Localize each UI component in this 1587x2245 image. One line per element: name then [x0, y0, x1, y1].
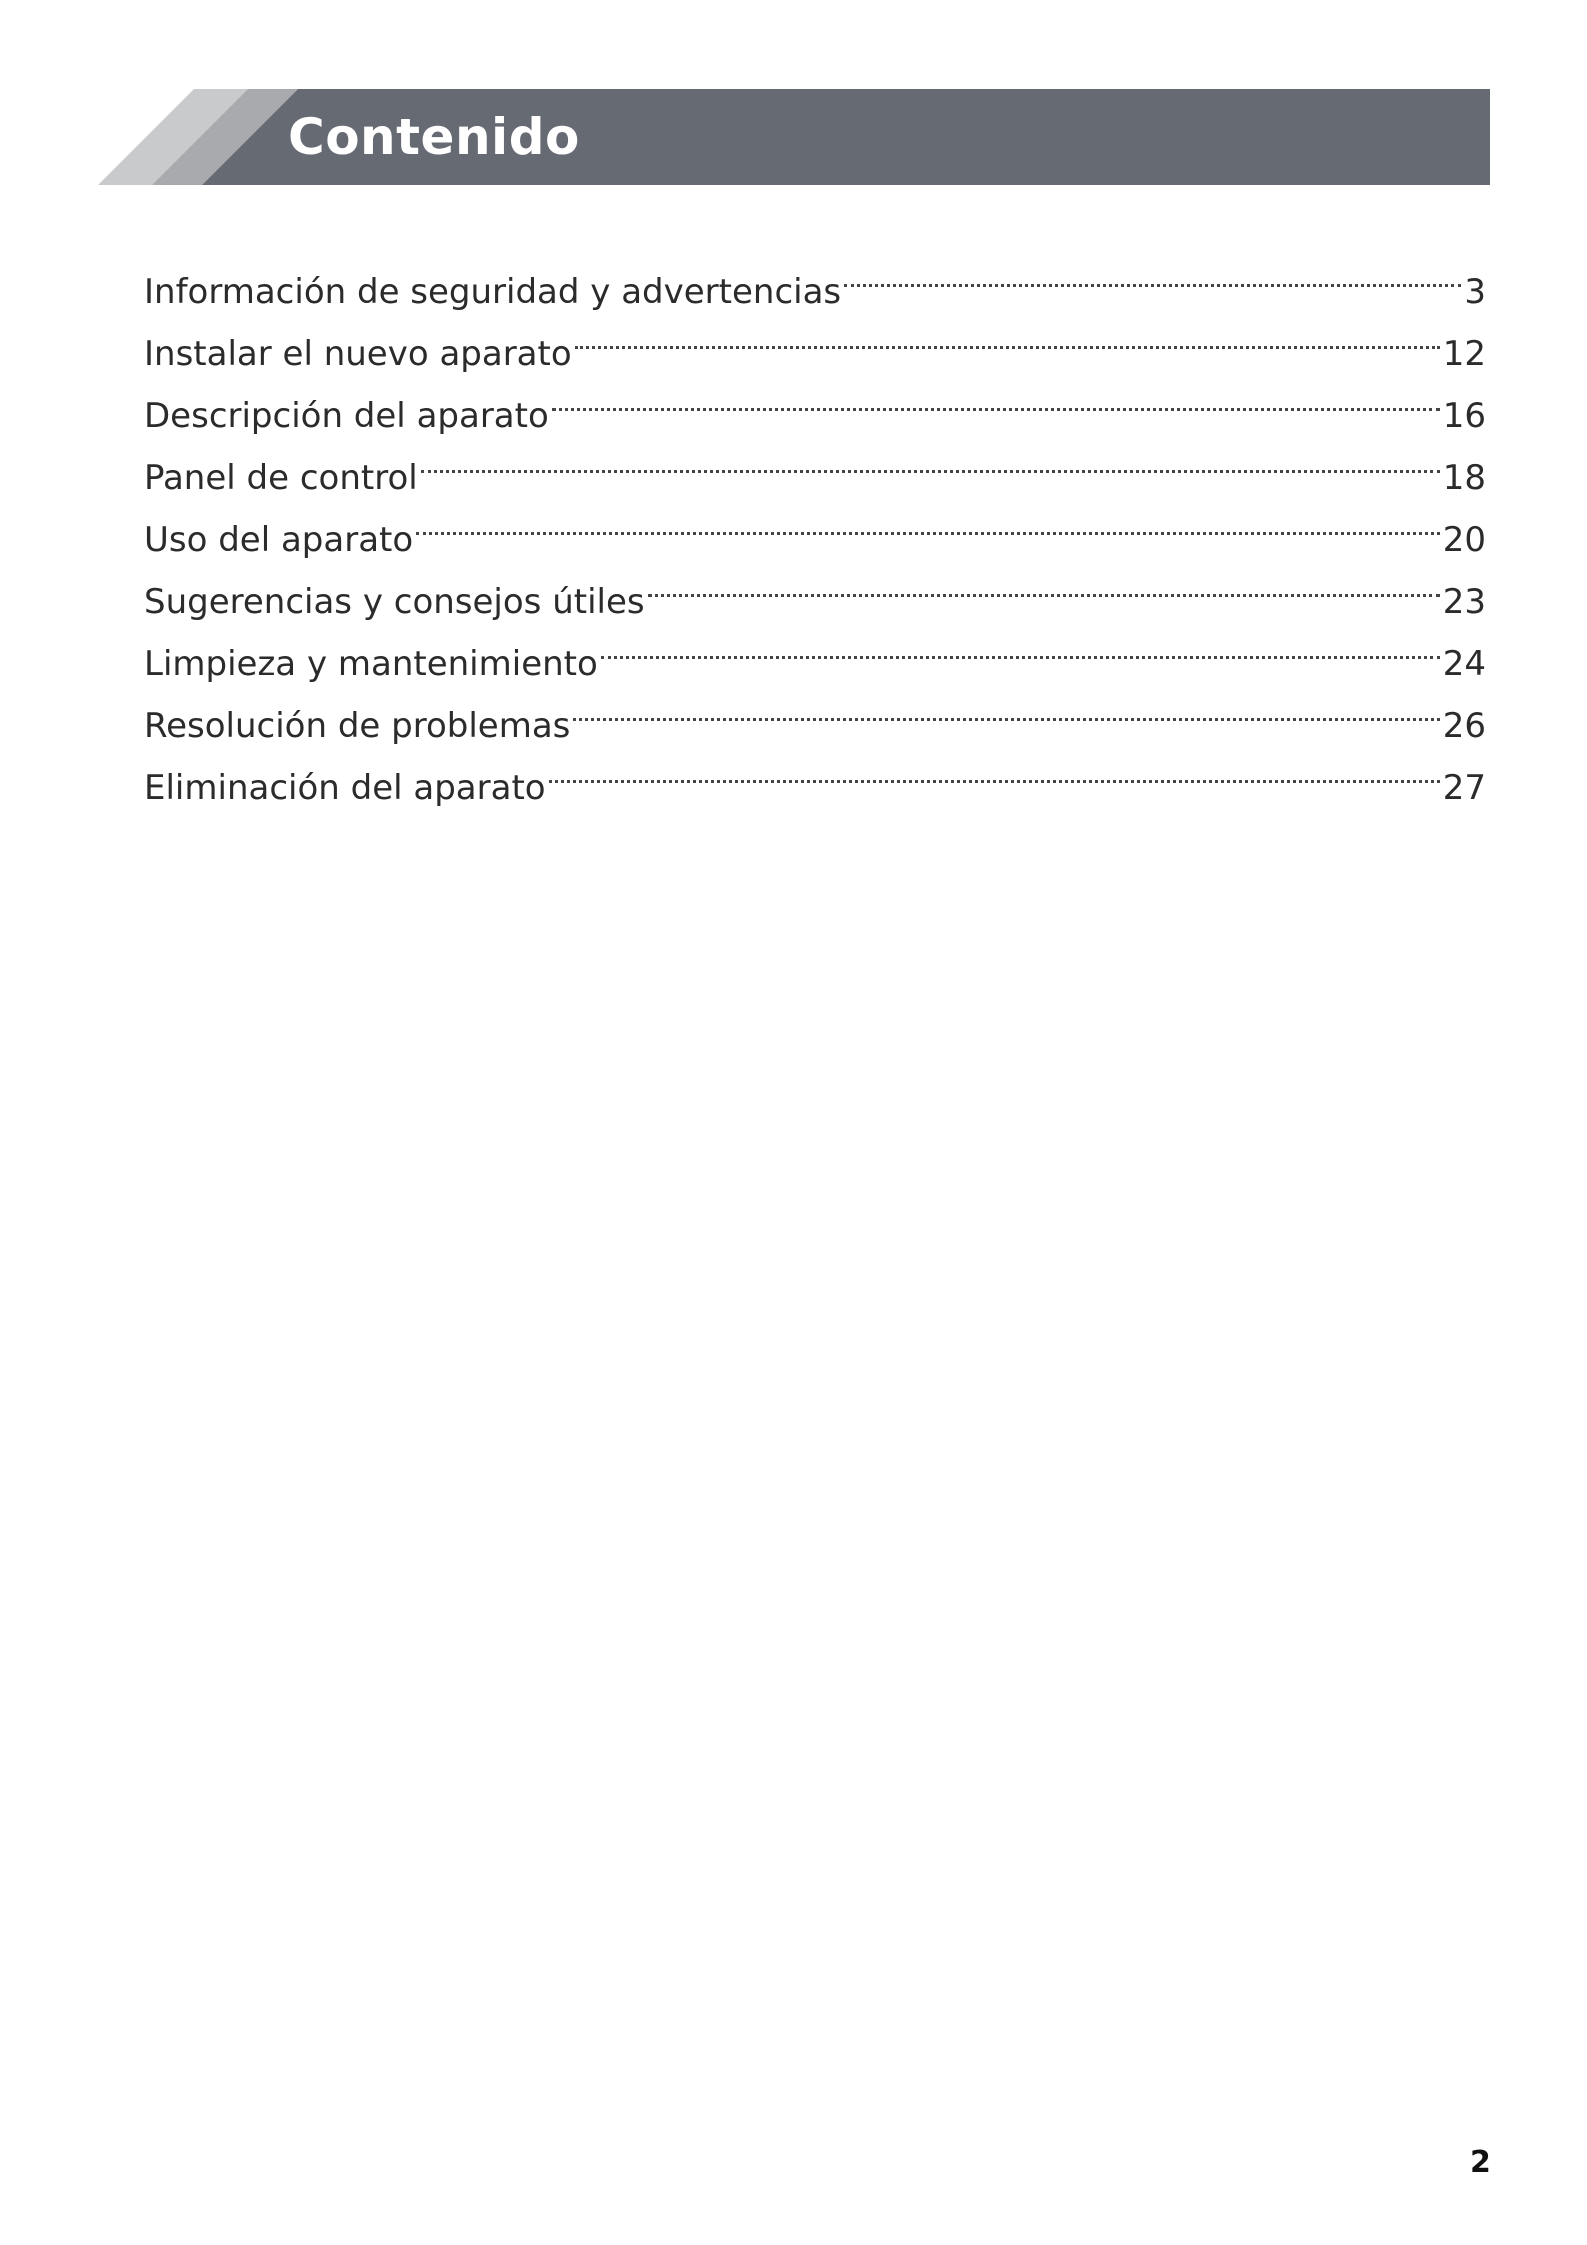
- toc-entry-label: Eliminación del aparato: [144, 768, 546, 808]
- toc-entry-page: 20: [1442, 520, 1486, 560]
- toc-dot-leader: [552, 365, 1440, 427]
- toc-dot-leader: [416, 489, 1440, 551]
- toc-entry-page: 16: [1442, 396, 1486, 436]
- toc-entry-label: Información de seguridad y advertencias: [144, 272, 842, 312]
- toc-dot-leader: [648, 551, 1440, 613]
- toc-entry[interactable]: [144, 241, 1486, 312]
- toc-dot-leader: [421, 427, 1440, 489]
- toc-entry-page: 3: [1464, 272, 1486, 312]
- page-title: Contenido: [288, 108, 580, 166]
- toc-dot-leader: [844, 241, 1461, 303]
- toc-dot-leader: [575, 303, 1440, 365]
- toc-entry-page: 26: [1442, 706, 1486, 746]
- toc-entry-page: 12: [1442, 334, 1486, 374]
- toc-entry-label: Descripción del aparato: [144, 396, 549, 436]
- toc-entry-label: Panel de control: [144, 458, 418, 498]
- toc-dot-leader: [549, 737, 1440, 799]
- toc-dot-leader: [601, 613, 1440, 675]
- page-number: 2: [1470, 2145, 1491, 2180]
- table-of-contents: [144, 241, 1486, 808]
- toc-entry-label: Resolución de problemas: [144, 706, 571, 746]
- toc-entry-page: 24: [1442, 644, 1486, 684]
- section-header: [98, 89, 1490, 185]
- toc-entry-label: Uso del aparato: [144, 520, 414, 560]
- toc-entry-label: Limpieza y mantenimiento: [144, 644, 598, 684]
- toc-entry-label: Instalar el nuevo aparato: [144, 334, 572, 374]
- toc-entry-page: 23: [1442, 582, 1486, 622]
- toc-entry-label: Sugerencias y consejos útiles: [144, 582, 645, 622]
- toc-entry-page: 27: [1442, 768, 1486, 808]
- toc-dot-leader: [573, 675, 1439, 737]
- toc-entry-page: 18: [1442, 458, 1486, 498]
